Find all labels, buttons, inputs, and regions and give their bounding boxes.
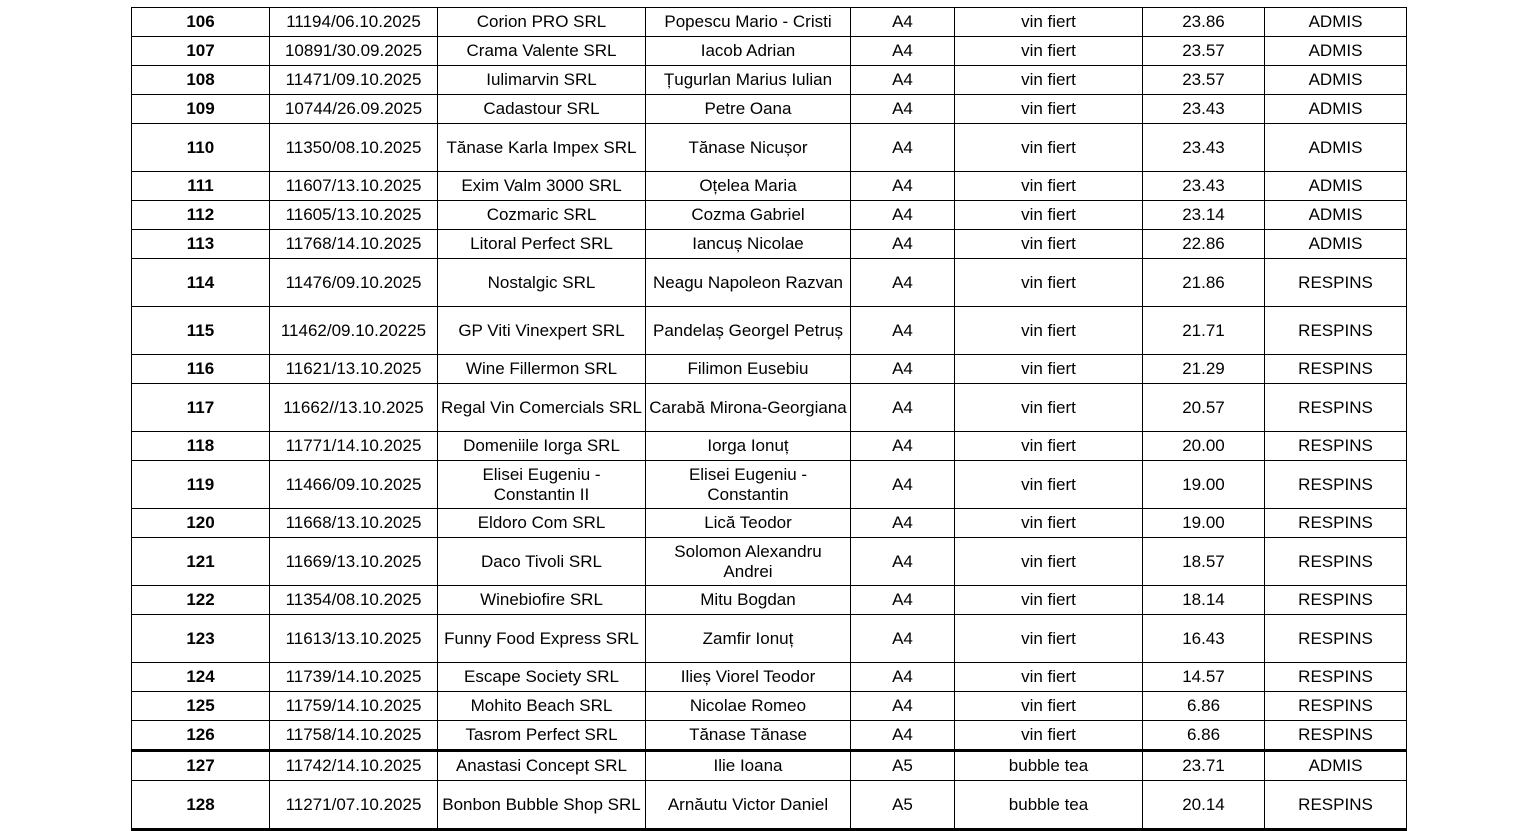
code-cell: A5: [851, 781, 955, 830]
code-cell: A4: [851, 432, 955, 461]
score-cell: 19.00: [1143, 461, 1265, 509]
company-cell: Escape Society SRL: [438, 663, 646, 692]
registration-cell: 11194/06.10.2025: [270, 8, 438, 37]
product-cell: vin fiert: [955, 124, 1143, 172]
registration-cell: 10891/30.09.2025: [270, 37, 438, 66]
table-row: [132, 751, 1407, 781]
code-cell: A5: [851, 751, 955, 781]
score-cell: 6.86: [1143, 721, 1265, 751]
score-cell: 23.57: [1143, 66, 1265, 95]
table-row: [132, 230, 1407, 259]
registration-cell: 11613/13.10.2025: [270, 615, 438, 663]
row-number-cell: 126: [132, 721, 270, 751]
code-cell: A4: [851, 201, 955, 230]
status-cell: ADMIS: [1265, 230, 1407, 259]
table-row: [132, 259, 1407, 307]
row-number-cell: 115: [132, 307, 270, 355]
table-row: [132, 615, 1407, 663]
product-cell: vin fiert: [955, 8, 1143, 37]
table-row: [132, 384, 1407, 432]
table-row: [132, 692, 1407, 721]
row-number-cell: 107: [132, 37, 270, 66]
product-cell: bubble tea: [955, 751, 1143, 781]
row-number-cell: 108: [132, 66, 270, 95]
representative-cell: Lică Teodor: [646, 509, 851, 538]
registration-cell: 11768/14.10.2025: [270, 230, 438, 259]
code-cell: A4: [851, 663, 955, 692]
company-cell: Bonbon Bubble Shop SRL: [438, 781, 646, 830]
score-cell: 18.57: [1143, 538, 1265, 586]
score-cell: 20.00: [1143, 432, 1265, 461]
status-cell: RESPINS: [1265, 355, 1407, 384]
company-cell: Nostalgic SRL: [438, 259, 646, 307]
representative-cell: Neagu Napoleon Razvan: [646, 259, 851, 307]
code-cell: A4: [851, 259, 955, 307]
code-cell: A4: [851, 355, 955, 384]
row-number-cell: 118: [132, 432, 270, 461]
company-cell: Funny Food Express SRL: [438, 615, 646, 663]
representative-cell: Iancuș Nicolae: [646, 230, 851, 259]
registration-cell: 11739/14.10.2025: [270, 663, 438, 692]
row-number-cell: 109: [132, 95, 270, 124]
company-cell: Daco Tivoli SRL: [438, 538, 646, 586]
code-cell: A4: [851, 307, 955, 355]
company-cell: Iulimarvin SRL: [438, 66, 646, 95]
status-cell: ADMIS: [1265, 751, 1407, 781]
product-cell: vin fiert: [955, 615, 1143, 663]
registration-cell: 11669/13.10.2025: [270, 538, 438, 586]
product-cell: vin fiert: [955, 509, 1143, 538]
row-number-cell: 125: [132, 692, 270, 721]
code-cell: A4: [851, 8, 955, 37]
registration-cell: 11621/13.10.2025: [270, 355, 438, 384]
row-number-cell: 106: [132, 8, 270, 37]
code-cell: A4: [851, 538, 955, 586]
code-cell: A4: [851, 172, 955, 201]
product-cell: vin fiert: [955, 230, 1143, 259]
registration-cell: 11668/13.10.2025: [270, 509, 438, 538]
product-cell: vin fiert: [955, 307, 1143, 355]
representative-cell: Iacob Adrian: [646, 37, 851, 66]
row-number-cell: 121: [132, 538, 270, 586]
row-number-cell: 110: [132, 124, 270, 172]
status-cell: RESPINS: [1265, 615, 1407, 663]
status-cell: RESPINS: [1265, 721, 1407, 751]
company-cell: Exim Valm 3000 SRL: [438, 172, 646, 201]
representative-cell: Solomon Alexandru Andrei: [646, 538, 851, 586]
score-cell: 20.14: [1143, 781, 1265, 830]
table-row: [132, 66, 1407, 95]
company-cell: Corion PRO SRL: [438, 8, 646, 37]
registration-cell: 10744/26.09.2025: [270, 95, 438, 124]
table-row: [132, 663, 1407, 692]
representative-cell: Arnăutu Victor Daniel: [646, 781, 851, 830]
score-cell: 14.57: [1143, 663, 1265, 692]
row-number-cell: 116: [132, 355, 270, 384]
score-cell: 22.86: [1143, 230, 1265, 259]
status-cell: RESPINS: [1265, 509, 1407, 538]
company-cell: Eldoro Com SRL: [438, 509, 646, 538]
score-cell: 21.29: [1143, 355, 1265, 384]
company-cell: Regal Vin Comercials SRL: [438, 384, 646, 432]
representative-cell: Petre Oana: [646, 95, 851, 124]
status-cell: ADMIS: [1265, 95, 1407, 124]
representative-cell: Ilieș Viorel Teodor: [646, 663, 851, 692]
company-cell: Cadastour SRL: [438, 95, 646, 124]
row-number-cell: 119: [132, 461, 270, 509]
registration-cell: 11471/09.10.2025: [270, 66, 438, 95]
table-row: [132, 586, 1407, 615]
code-cell: A4: [851, 461, 955, 509]
registration-cell: 11662//13.10.2025: [270, 384, 438, 432]
product-cell: vin fiert: [955, 201, 1143, 230]
representative-cell: Tănase Tănase: [646, 721, 851, 751]
company-cell: Winebiofire SRL: [438, 586, 646, 615]
product-cell: vin fiert: [955, 259, 1143, 307]
representative-cell: Mitu Bogdan: [646, 586, 851, 615]
representative-cell: Popescu Mario - Cristi: [646, 8, 851, 37]
product-cell: vin fiert: [955, 37, 1143, 66]
status-cell: RESPINS: [1265, 307, 1407, 355]
product-cell: vin fiert: [955, 66, 1143, 95]
table-row: [132, 509, 1407, 538]
registration-cell: 11466/09.10.2025: [270, 461, 438, 509]
row-number-cell: 111: [132, 172, 270, 201]
code-cell: A4: [851, 124, 955, 172]
status-cell: RESPINS: [1265, 663, 1407, 692]
table-row: [132, 461, 1407, 509]
registration-cell: 11759/14.10.2025: [270, 692, 438, 721]
product-cell: vin fiert: [955, 586, 1143, 615]
score-cell: 23.43: [1143, 124, 1265, 172]
row-number-cell: 128: [132, 781, 270, 830]
status-cell: RESPINS: [1265, 432, 1407, 461]
status-cell: ADMIS: [1265, 172, 1407, 201]
score-cell: 6.86: [1143, 692, 1265, 721]
representative-cell: Cozma Gabriel: [646, 201, 851, 230]
code-cell: A4: [851, 66, 955, 95]
row-number-cell: 113: [132, 230, 270, 259]
score-cell: 23.14: [1143, 201, 1265, 230]
table-row: [132, 307, 1407, 355]
company-cell: GP Viti Vinexpert SRL: [438, 307, 646, 355]
code-cell: A4: [851, 692, 955, 721]
score-cell: 21.86: [1143, 259, 1265, 307]
status-cell: RESPINS: [1265, 692, 1407, 721]
product-cell: vin fiert: [955, 355, 1143, 384]
score-cell: 23.71: [1143, 751, 1265, 781]
representative-cell: Iorga Ionuț: [646, 432, 851, 461]
company-cell: Anastasi Concept SRL: [438, 751, 646, 781]
code-cell: A4: [851, 230, 955, 259]
code-cell: A4: [851, 509, 955, 538]
row-number-cell: 120: [132, 509, 270, 538]
registration-cell: 11771/14.10.2025: [270, 432, 438, 461]
registration-cell: 11462/09.10.20225: [270, 307, 438, 355]
score-cell: 21.71: [1143, 307, 1265, 355]
code-cell: A4: [851, 721, 955, 751]
table-row: [132, 432, 1407, 461]
company-cell: Litoral Perfect SRL: [438, 230, 646, 259]
representative-cell: Zamfir Ionuț: [646, 615, 851, 663]
row-number-cell: 124: [132, 663, 270, 692]
representative-cell: Pandelaș Georgel Petruș: [646, 307, 851, 355]
company-cell: Domeniile Iorga SRL: [438, 432, 646, 461]
score-cell: 20.57: [1143, 384, 1265, 432]
row-number-cell: 114: [132, 259, 270, 307]
status-cell: ADMIS: [1265, 66, 1407, 95]
registration-cell: 11271/07.10.2025: [270, 781, 438, 830]
table-row: [132, 95, 1407, 124]
code-cell: A4: [851, 37, 955, 66]
row-number-cell: 117: [132, 384, 270, 432]
product-cell: bubble tea: [955, 781, 1143, 830]
product-cell: vin fiert: [955, 432, 1143, 461]
registration-cell: 11354/08.10.2025: [270, 586, 438, 615]
representative-cell: Tănase Nicușor: [646, 124, 851, 172]
status-cell: RESPINS: [1265, 461, 1407, 509]
registration-cell: 11742/14.10.2025: [270, 751, 438, 781]
product-cell: vin fiert: [955, 461, 1143, 509]
table-row: [132, 721, 1407, 751]
table-row: [132, 201, 1407, 230]
company-cell: Mohito Beach SRL: [438, 692, 646, 721]
company-cell: Cozmaric SRL: [438, 201, 646, 230]
registration-cell: 11605/13.10.2025: [270, 201, 438, 230]
status-cell: ADMIS: [1265, 8, 1407, 37]
status-cell: ADMIS: [1265, 201, 1407, 230]
row-number-cell: 123: [132, 615, 270, 663]
company-cell: Tasrom Perfect SRL: [438, 721, 646, 751]
representative-cell: Ilie Ioana: [646, 751, 851, 781]
representative-cell: Carabă Mirona-Georgiana: [646, 384, 851, 432]
registration-cell: 11607/13.10.2025: [270, 172, 438, 201]
table-row: [132, 172, 1407, 201]
status-cell: RESPINS: [1265, 781, 1407, 830]
representative-cell: Nicolae Romeo: [646, 692, 851, 721]
status-cell: RESPINS: [1265, 586, 1407, 615]
status-cell: ADMIS: [1265, 124, 1407, 172]
product-cell: vin fiert: [955, 95, 1143, 124]
product-cell: vin fiert: [955, 384, 1143, 432]
status-cell: ADMIS: [1265, 37, 1407, 66]
representative-cell: Filimon Eusebiu: [646, 355, 851, 384]
row-number-cell: 112: [132, 201, 270, 230]
table-body: [132, 8, 1407, 830]
table-row: [132, 538, 1407, 586]
score-cell: 16.43: [1143, 615, 1265, 663]
representative-cell: Țugurlan Marius Iulian: [646, 66, 851, 95]
product-cell: vin fiert: [955, 663, 1143, 692]
row-number-cell: 122: [132, 586, 270, 615]
status-cell: RESPINS: [1265, 259, 1407, 307]
code-cell: A4: [851, 384, 955, 432]
score-cell: 23.57: [1143, 37, 1265, 66]
score-cell: 19.00: [1143, 509, 1265, 538]
company-cell: Tănase Karla Impex SRL: [438, 124, 646, 172]
product-cell: vin fiert: [955, 172, 1143, 201]
code-cell: A4: [851, 615, 955, 663]
score-cell: 23.86: [1143, 8, 1265, 37]
registration-cell: 11476/09.10.2025: [270, 259, 438, 307]
representative-cell: Elisei Eugeniu - Constantin: [646, 461, 851, 509]
status-cell: RESPINS: [1265, 538, 1407, 586]
product-cell: vin fiert: [955, 538, 1143, 586]
score-cell: 18.14: [1143, 586, 1265, 615]
company-cell: Elisei Eugeniu - Constantin II: [438, 461, 646, 509]
table-row: [132, 781, 1407, 830]
code-cell: A4: [851, 586, 955, 615]
score-cell: 23.43: [1143, 172, 1265, 201]
representative-cell: Oțelea Maria: [646, 172, 851, 201]
row-number-cell: 127: [132, 751, 270, 781]
product-cell: vin fiert: [955, 721, 1143, 751]
results-table: [131, 7, 1407, 831]
table-row: [132, 355, 1407, 384]
score-cell: 23.43: [1143, 95, 1265, 124]
product-cell: vin fiert: [955, 692, 1143, 721]
status-cell: RESPINS: [1265, 384, 1407, 432]
registration-cell: 11758/14.10.2025: [270, 721, 438, 751]
registration-cell: 11350/08.10.2025: [270, 124, 438, 172]
table-row: [132, 8, 1407, 37]
company-cell: Wine Fillermon SRL: [438, 355, 646, 384]
code-cell: A4: [851, 95, 955, 124]
company-cell: Crama Valente SRL: [438, 37, 646, 66]
table-row: [132, 37, 1407, 66]
table-row: [132, 124, 1407, 172]
